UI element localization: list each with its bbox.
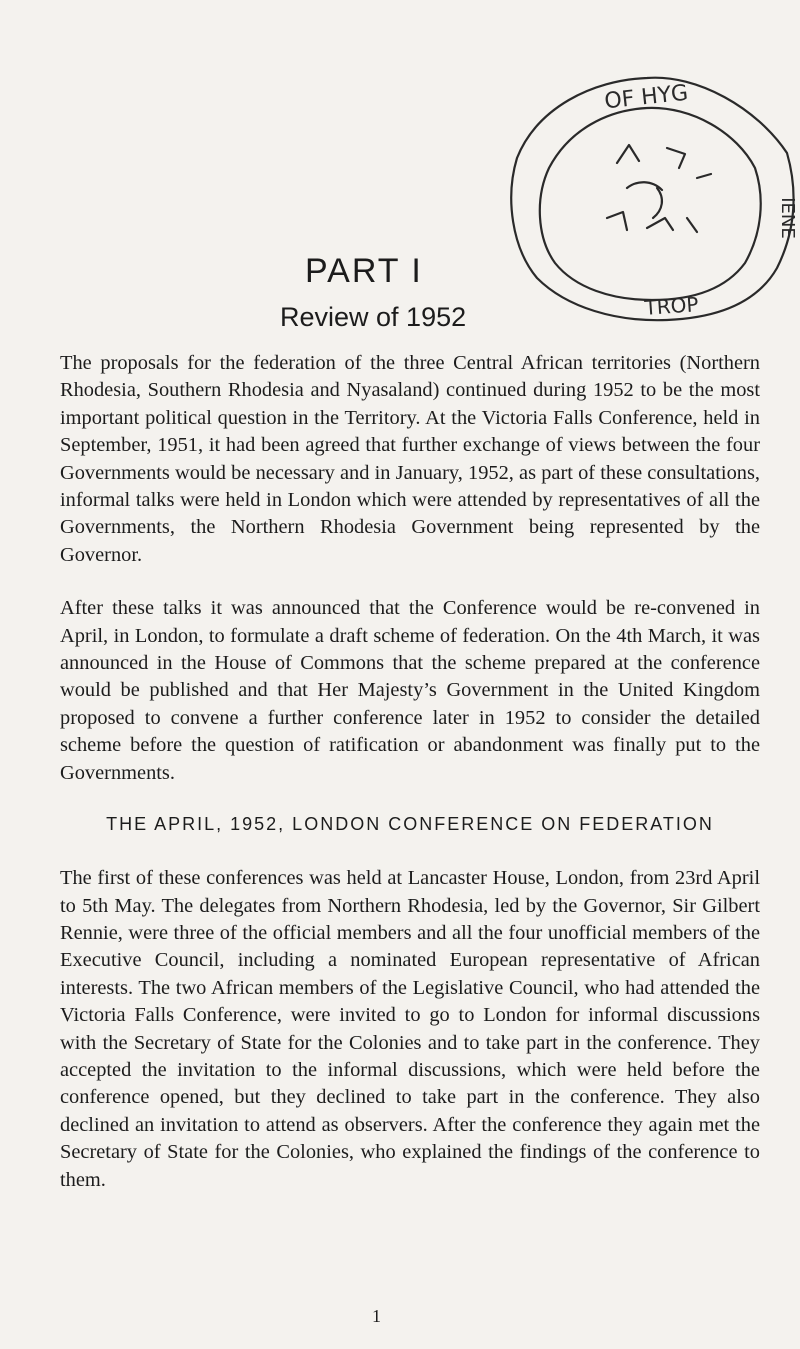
part-title: PART I [305,252,423,290]
svg-text:TROP: TROP [643,292,700,320]
svg-text:OF HYG: OF HYG [603,80,690,115]
section-heading: THE APRIL, 1952, LONDON CONFERENCE ON FEDERATION [106,814,714,835]
paragraph: The proposals for the federation of the three Central African territories (Northern Rhodesia, Southern Rhodesia and Nyasaland) continued during 1952 to be the most important political question in the Territory. At the Victoria Falls Conference, held in September, 1951, it had been agreed that further exchange of views between the four Governments would be necessary and in January, 1952, as part of these consultations, informal talks were held in London which were attended by representatives of all the Governments, the Northern Rhodesia Government being represented by the Governor. [60,352,760,566]
svg-text:IENE: IENE [777,197,798,239]
page-header [0,0,800,340]
body-text [60,350,760,1220]
library-stamp-icon [497,68,800,326]
page-number: 1 [372,1306,381,1326]
paragraph: After these talks it was announced that the Conference would be re-convened in April, in London, to formulate a draft scheme of federation. On the 4th March, it was announced in the House of Commons that the scheme prepared at the conference would be published and that Her Majesty’s Government in the United Kingdom proposed to convene a further conference later in 1952 to consider the detailed scheme before the question of ratification or abandonment was finally put to the Governments. [60,597,760,784]
review-title: Review of 1952 [280,302,467,332]
paragraph: The first of these conferences was held at Lancaster House, London, from 23rd April to 5th May. The delegates from Northern Rhodesia, led by the Governor, Sir Gilbert Rennie, were three of the official members and all the four unofficial members of the Executive Council, including a nominated European representative of African interests. The two African members of the Legislative Council, who had attended the Victoria Falls Conference, were invited to go to London for informal discussions with the Secretary of State for the Colonies and to take part in the conference. They accepted the invitation to the informal discussions, which were held before the conference opened, but they declined to take part in the conference. They also declined an invitation to attend as observers. After the conference they again met the Secretary of State for the Colonies, who explained the findings of the conference to them. [60,867,760,1191]
